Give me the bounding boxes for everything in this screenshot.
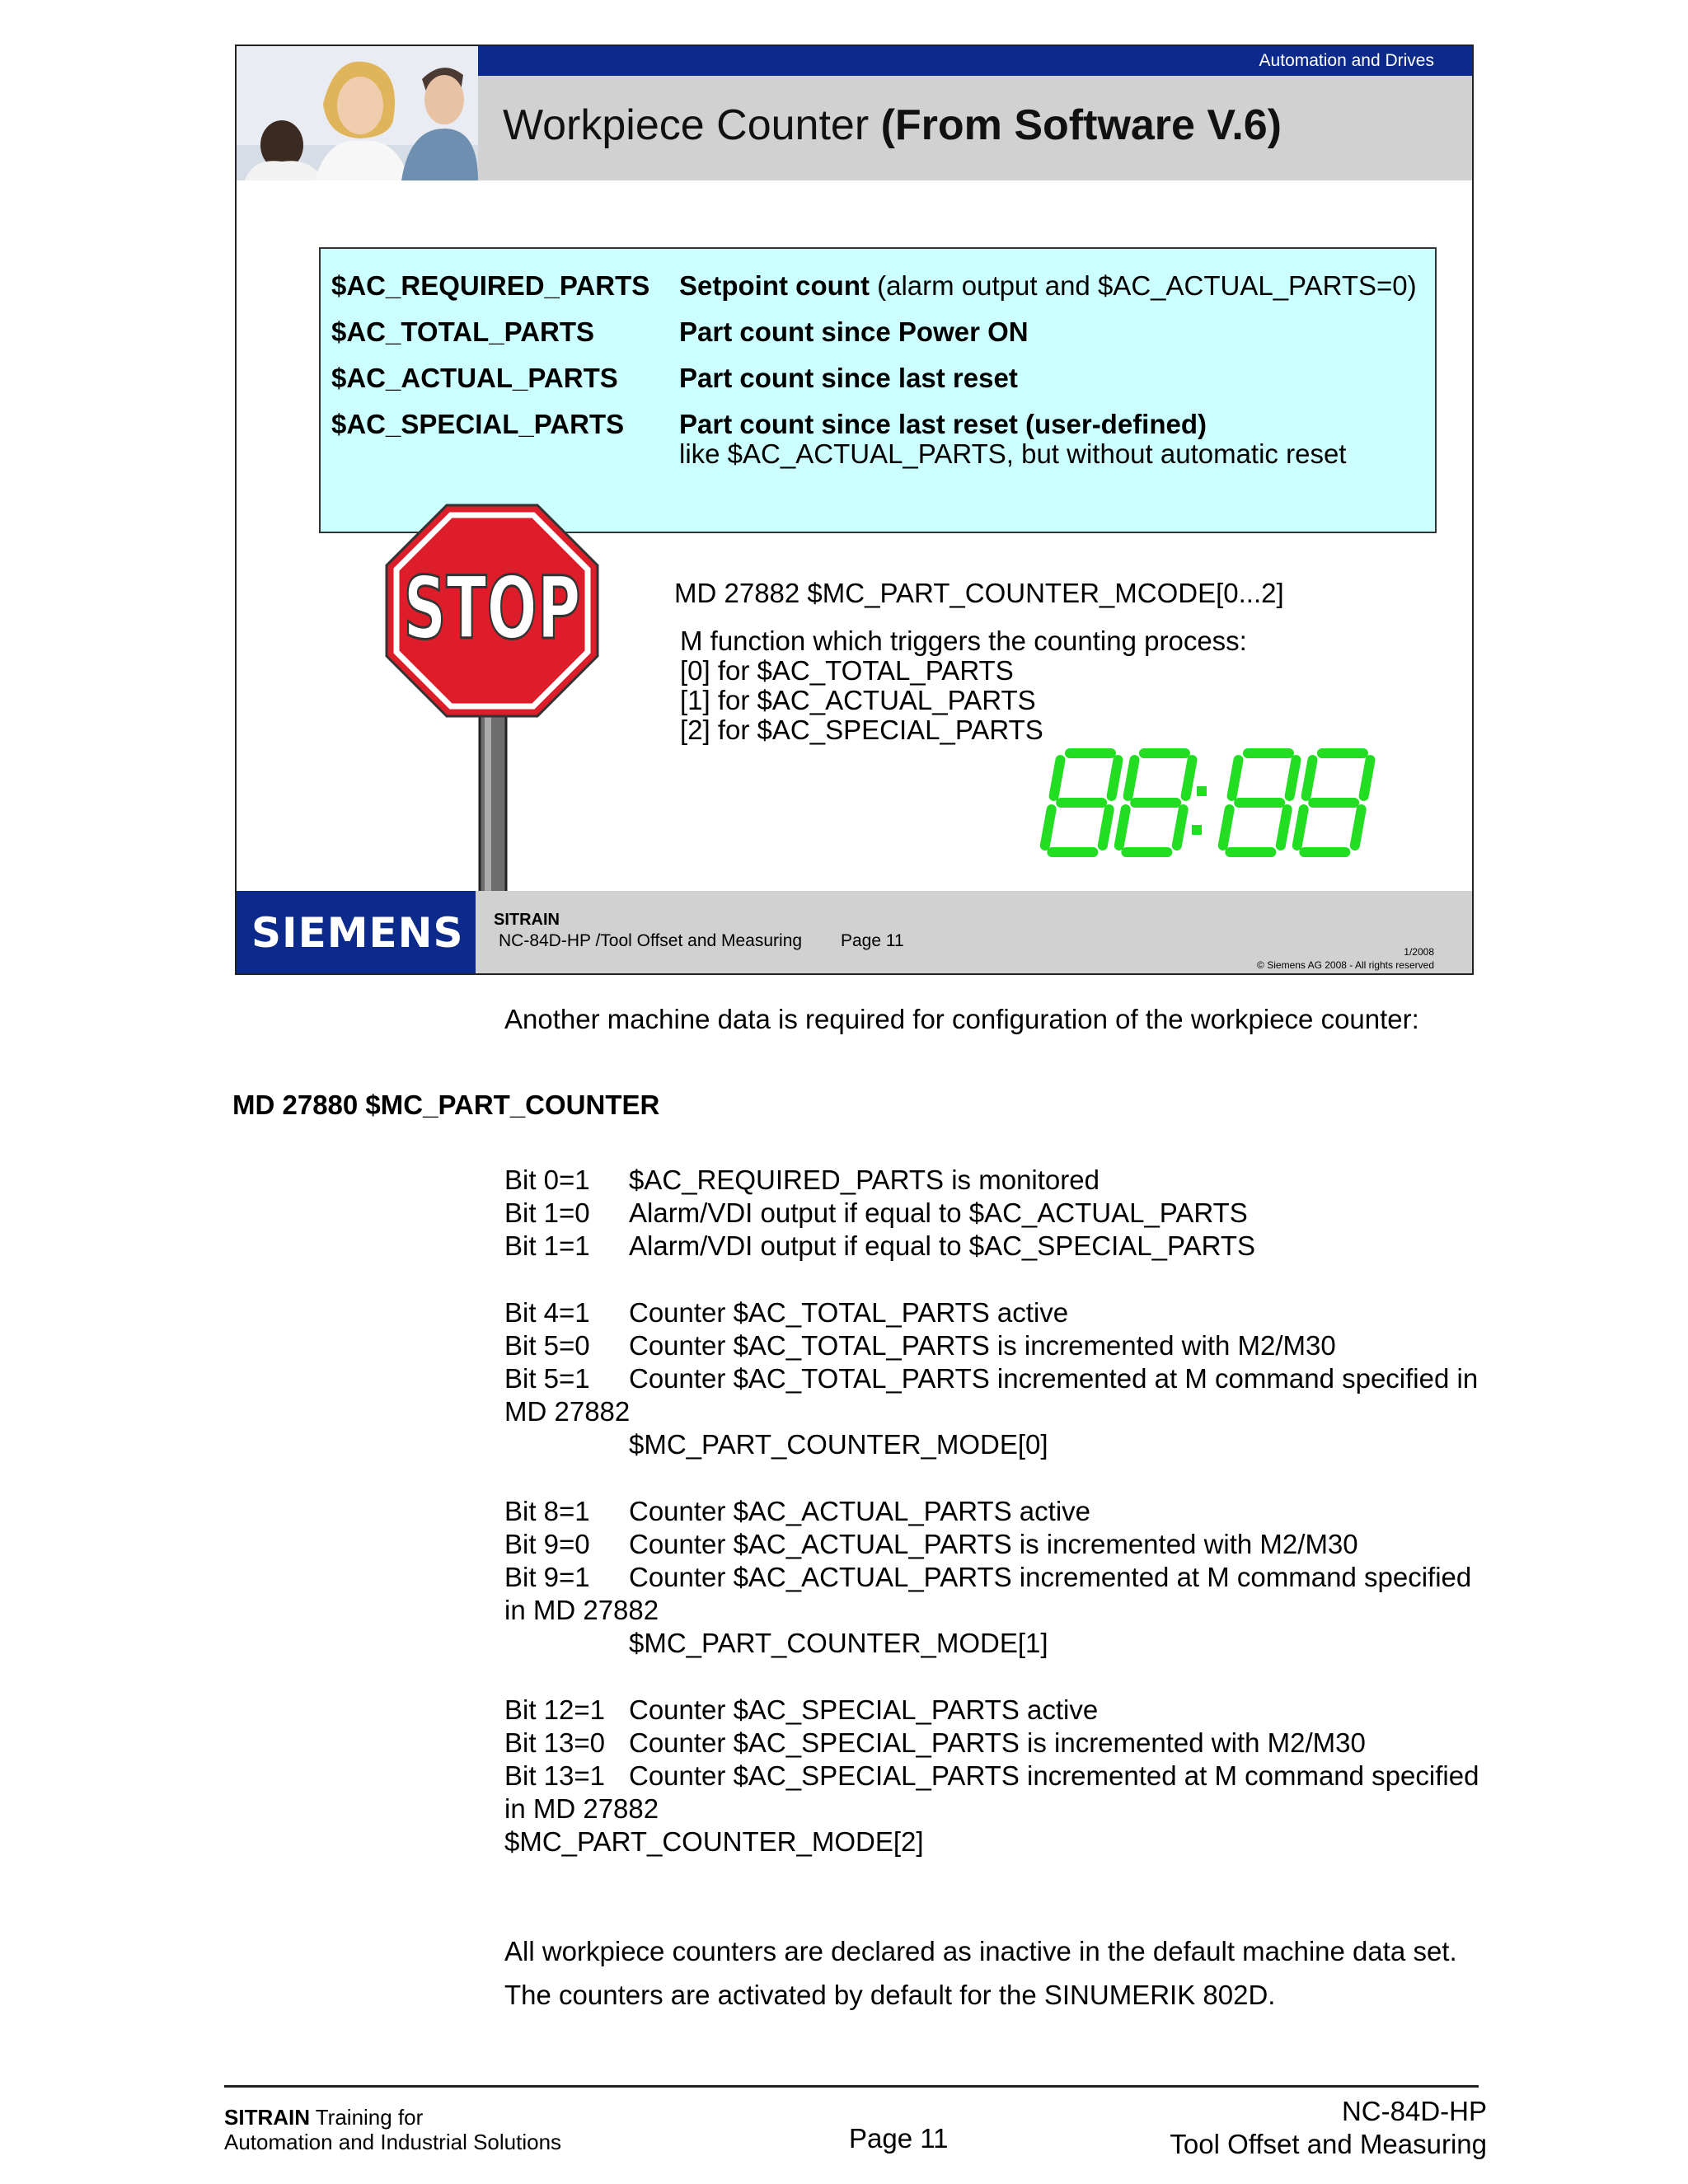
md-title: MD 27880 $MC_PART_COUNTER (232, 1090, 660, 1120)
continuation-text: in MD 27882 (504, 1793, 659, 1824)
var-desc (679, 363, 1018, 394)
bit-text: Counter $AC_TOTAL_PARTS is incremented with M2/M30 (629, 1330, 1336, 1361)
footer-left-rest: Training for (310, 2105, 424, 2130)
bit-text: Counter $AC_SPECIAL_PARTS active (629, 1694, 1099, 1725)
bit-label: Bit 9=0 (504, 1529, 590, 1559)
header-tag: Automation and Drives (1259, 51, 1434, 70)
course-label: NC-84D-HP /Tool Offset and Measuring (499, 931, 803, 950)
footer-page-number: Page 11 (849, 2123, 949, 2154)
bit-text: Counter $AC_TOTAL_PARTS active (629, 1297, 1069, 1328)
bit-text: Alarm/VDI output if equal to $AC_SPECIAL_PARTS (629, 1230, 1255, 1261)
md-heading: MD 27882 $MC_PART_COUNTER_MCODE[0...2] (674, 578, 1284, 608)
var-name: $AC_REQUIRED_PARTS (331, 270, 650, 301)
note-text: The counters are activated by default for the SINUMERIK 802D. (504, 1980, 1276, 2010)
variables-box (319, 247, 1437, 533)
var-name: $AC_ACTUAL_PARTS (331, 363, 618, 393)
footer-sitrain: SITRAIN (224, 2105, 310, 2130)
md-line: [2] for $AC_SPECIAL_PARTS (680, 715, 1043, 745)
var-desc (679, 270, 1417, 302)
bit-text: Counter $AC_ACTUAL_PARTS is incremented with M2/M30 (629, 1529, 1358, 1559)
var-desc (679, 409, 1207, 440)
team-photo (237, 46, 478, 180)
var-desc-extra: like $AC_ACTUAL_PARTS, but without automatic reset (679, 438, 1347, 469)
bit-text: Counter $AC_SPECIAL_PARTS incremented at M command specified (629, 1760, 1479, 1791)
slide-date: 1/2008 (1404, 946, 1434, 958)
bit-label: Bit 9=1 (504, 1562, 590, 1592)
var-desc-bold: Setpoint count (679, 270, 870, 301)
footer-left-line2: Automation and Industrial Solutions (224, 2130, 562, 2154)
bit-text: Alarm/VDI output if equal to $AC_ACTUAL_PARTS (629, 1197, 1248, 1228)
slide-footer (237, 891, 1472, 973)
var-name: $AC_TOTAL_PARTS (331, 316, 595, 347)
slide-title (503, 101, 1282, 150)
intro-text: Another machine data is required for configuration of the workpiece counter: (504, 1004, 1419, 1034)
continuation-text: $MC_PART_COUNTER_MODE[2] (504, 1826, 924, 1857)
stop-sign-icon (381, 501, 603, 930)
md-line: M function which triggers the counting process: (680, 626, 1247, 656)
sitrain-label: SITRAIN (494, 911, 560, 929)
bit-label: Bit 5=1 (504, 1363, 590, 1394)
footer-course-title: Tool Offset and Measuring (1170, 2129, 1487, 2159)
title-bold: (From Software V.6) (880, 101, 1282, 149)
var-desc (679, 316, 1029, 348)
bit-text: Counter $AC_ACTUAL_PARTS incremented at M command specified (629, 1562, 1472, 1592)
var-desc-bold: Part count since last reset (user-defined) (679, 409, 1207, 439)
stop-sign-text: STOP (403, 558, 581, 658)
bit-label: Bit 13=0 (504, 1727, 606, 1758)
bit-label: Bit 1=1 (504, 1230, 590, 1261)
var-name: $AC_SPECIAL_PARTS (331, 409, 625, 439)
md-line: [0] for $AC_TOTAL_PARTS (680, 655, 1014, 686)
bit-text: Counter $AC_SPECIAL_PARTS is incremented with M2/M30 (629, 1727, 1366, 1758)
header-bar (478, 46, 1472, 76)
continuation-text: in MD 27882 (504, 1595, 659, 1625)
bit-label: Bit 5=0 (504, 1330, 590, 1361)
title-main: Workpiece Counter (503, 101, 881, 149)
var-desc-bold: Part count since Power ON (679, 316, 1029, 347)
var-desc-rest: (alarm output and $AC_ACTUAL_PARTS=0) (869, 270, 1417, 301)
siemens-logo: SIEMENS (251, 909, 464, 957)
slide-copyright: © Siemens AG 2008 - All rights reserved (1257, 959, 1434, 971)
bit-label: Bit 0=1 (504, 1165, 590, 1195)
continuation-text: $MC_PART_COUNTER_MODE[0] (629, 1429, 1048, 1460)
bit-label: Bit 4=1 (504, 1297, 590, 1328)
bit-label: Bit 8=1 (504, 1496, 590, 1526)
title-bar (478, 76, 1472, 180)
bit-label: Bit 13=1 (504, 1760, 606, 1791)
bit-label: Bit 12=1 (504, 1694, 606, 1725)
note-text: All workpiece counters are declared as inactive in the default machine data set. (504, 1936, 1457, 1966)
continuation-text: MD 27882 (504, 1396, 631, 1427)
var-desc-bold: Part count since last reset (679, 363, 1018, 393)
slide (235, 45, 1474, 975)
bit-text: Counter $AC_TOTAL_PARTS incremented at M command specified in (629, 1363, 1479, 1394)
continuation-text: $MC_PART_COUNTER_MODE[1] (629, 1628, 1048, 1658)
bit-text: $AC_REQUIRED_PARTS is monitored (629, 1165, 1100, 1195)
seven-segment-display-icon (1039, 747, 1393, 862)
footer-course-code: NC-84D-HP (1341, 2096, 1487, 2126)
footer-divider (224, 2085, 1479, 2088)
slide-page-number: Page 11 (841, 931, 904, 950)
footer-left-line1 (224, 2105, 423, 2130)
siemens-logo-box (237, 891, 476, 973)
bit-text: Counter $AC_ACTUAL_PARTS active (629, 1496, 1091, 1526)
bit-label: Bit 1=0 (504, 1197, 590, 1228)
md-line: [1] for $AC_ACTUAL_PARTS (680, 685, 1036, 715)
